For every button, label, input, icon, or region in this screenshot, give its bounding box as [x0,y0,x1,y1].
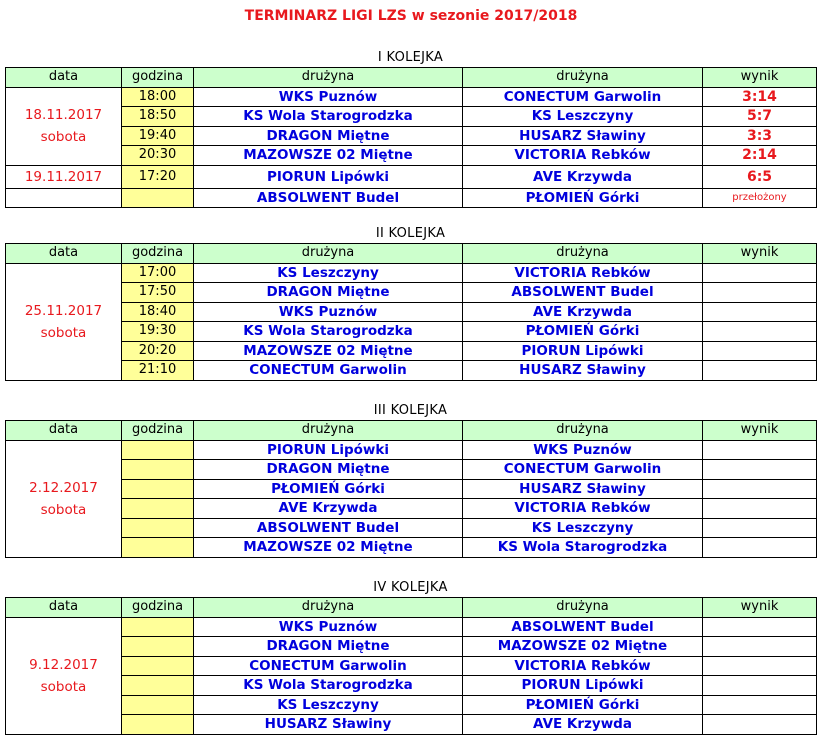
match-row [6,263,817,283]
match-time: 21:10 [122,361,194,381]
match-result: 3:14 [703,87,817,107]
match-row [6,676,817,696]
home-team: ABSOLWENT Budel [194,188,463,208]
away-team: PŁOMIEŃ Górki [463,188,703,208]
team2-header: drużyna [463,421,703,441]
header-row [6,244,817,264]
away-team: PŁOMIEŃ Górki [463,695,703,715]
match-result [703,322,817,342]
home-team: KS Wola Starogrodzka [194,676,463,696]
match-result [703,695,817,715]
match-row [6,283,817,303]
away-team: VICTORIA Rebków [463,263,703,283]
match-result [703,361,817,381]
away-team: ABSOLWENT Budel [463,617,703,637]
match-row [6,460,817,480]
away-team: CONECTUM Garwolin [463,460,703,480]
match-time [122,617,194,637]
home-team: PŁOMIEŃ Górki [194,479,463,499]
match-date [6,87,122,165]
team1-header: drużyna [194,598,463,618]
round-section [5,401,816,558]
team2-header: drużyna [463,244,703,264]
result-header: wynik [703,68,817,88]
match-time [122,637,194,657]
match-date [6,617,122,734]
fixtures-table [5,67,817,208]
date-text: 9.12.2017 [29,656,98,673]
match-result [703,440,817,460]
match-result [703,676,817,696]
match-row [6,637,817,657]
round-section [5,48,816,208]
match-row [6,146,817,166]
team1-header: drużyna [194,244,463,264]
away-team: KS Leszczyny [463,107,703,127]
match-time: 20:30 [122,146,194,166]
match-time [122,676,194,696]
match-row [6,617,817,637]
home-team: WKS Puznów [194,617,463,637]
away-team: HUSARZ Sławiny [463,361,703,381]
match-time [122,440,194,460]
date-text: 18.11.2017 [24,107,103,123]
match-row [6,188,817,208]
home-team: DRAGON Miętne [194,126,463,146]
match-row [6,107,817,127]
home-team: MAZOWSZE 02 Miętne [194,341,463,361]
match-result [703,518,817,538]
date-header: data [6,421,122,441]
match-row [6,361,817,381]
match-result [703,341,817,361]
time-header: godzina [122,68,194,88]
away-team: PIORUN Lipówki [463,341,703,361]
match-row [6,87,817,107]
time-header: godzina [122,598,194,618]
match-row [6,479,817,499]
home-team: WKS Puznów [194,87,463,107]
match-time [122,499,194,519]
date-header: data [6,68,122,88]
team2-header: drużyna [463,68,703,88]
match-result: 6:5 [703,165,817,188]
match-result [703,715,817,735]
result-header: wynik [703,421,817,441]
match-result [703,617,817,637]
team1-header: drużyna [194,68,463,88]
away-team: MAZOWSZE 02 Miętne [463,637,703,657]
round-title: IV KOLEJKA [373,580,448,595]
header-row [6,421,817,441]
round-section [5,578,816,735]
home-team: WKS Puznów [194,302,463,322]
away-team: VICTORIA Rebków [463,656,703,676]
match-row [6,695,817,715]
match-result: 2:14 [703,146,817,166]
match-result [703,263,817,283]
result-header: wynik [703,598,817,618]
fixtures-table [5,420,817,558]
match-time [122,188,194,208]
match-date [6,440,122,557]
match-time [122,479,194,499]
match-result: 5:7 [703,107,817,127]
match-result: przełożony [703,188,817,208]
home-team: PIORUN Lipówki [194,165,463,188]
match-result [703,637,817,657]
match-row [6,518,817,538]
away-team: CONECTUM Garwolin [463,87,703,107]
match-result [703,302,817,322]
match-result: 3:3 [703,126,817,146]
match-time: 19:30 [122,322,194,342]
away-team: HUSARZ Sławiny [463,126,703,146]
home-team: DRAGON Miętne [194,460,463,480]
away-team: AVE Krzywda [463,302,703,322]
home-team: KS Wola Starogrodzka [194,322,463,342]
home-team: MAZOWSZE 02 Miętne [194,538,463,558]
match-time: 17:50 [122,283,194,303]
match-row [6,538,817,558]
match-result [703,479,817,499]
match-date [6,263,122,380]
match-time [122,518,194,538]
away-team: AVE Krzywda [463,165,703,188]
match-time: 18:00 [122,87,194,107]
match-time [122,538,194,558]
home-team: KS Leszczyny [194,263,463,283]
away-team: VICTORIA Rebków [463,146,703,166]
home-team: CONECTUM Garwolin [194,361,463,381]
header-row [6,598,817,618]
match-date [6,188,122,208]
day-text: sobota [40,324,87,341]
home-team: HUSARZ Sławiny [194,715,463,735]
round-title: II KOLEJKA [375,226,446,241]
match-time: 18:50 [122,107,194,127]
match-time [122,656,194,676]
match-time [122,695,194,715]
away-team: PIORUN Lipówki [463,676,703,696]
header-row [6,68,817,88]
home-team: DRAGON Miętne [194,283,463,303]
time-header: godzina [122,421,194,441]
match-row [6,322,817,342]
match-result [703,283,817,303]
round-title: III KOLEJKA [373,403,448,418]
team1-header: drużyna [194,421,463,441]
match-time: 17:00 [122,263,194,283]
date-text: 2.12.2017 [29,479,98,496]
match-result [703,499,817,519]
match-time: 18:40 [122,302,194,322]
day-text: sobota [40,678,87,695]
match-row [6,499,817,519]
date-header: data [6,244,122,264]
match-result [703,460,817,480]
match-time [122,460,194,480]
match-row [6,165,817,188]
away-team: KS Leszczyny [463,518,703,538]
away-team: WKS Puznów [463,440,703,460]
fixtures-table [5,597,817,735]
round-title: I KOLEJKA [377,50,444,65]
match-row [6,341,817,361]
match-time: 20:20 [122,341,194,361]
day-text: sobota [40,129,87,145]
match-row [6,302,817,322]
date-text: 25.11.2017 [24,302,103,319]
match-row [6,126,817,146]
result-header: wynik [703,244,817,264]
match-row [6,440,817,460]
home-team: ABSOLWENT Budel [194,518,463,538]
match-date [6,165,122,188]
away-team: AVE Krzywda [463,715,703,735]
date-text: 19.11.2017 [24,168,103,185]
match-row [6,715,817,735]
away-team: VICTORIA Rebków [463,499,703,519]
time-header: godzina [122,244,194,264]
page-title: TERMINARZ LIGI LZS w sezonie 2017/2018 [244,8,578,24]
away-team: ABSOLWENT Budel [463,283,703,303]
home-team: MAZOWSZE 02 Miętne [194,146,463,166]
away-team: HUSARZ Sławiny [463,479,703,499]
home-team: KS Leszczyny [194,695,463,715]
match-time [122,715,194,735]
away-team: PŁOMIEŃ Górki [463,322,703,342]
match-result [703,538,817,558]
date-header: data [6,598,122,618]
round-section [5,224,816,381]
match-time: 19:40 [122,126,194,146]
home-team: CONECTUM Garwolin [194,656,463,676]
match-row [6,656,817,676]
home-team: KS Wola Starogrodzka [194,107,463,127]
match-result [703,656,817,676]
match-time: 17:20 [122,165,194,188]
away-team: KS Wola Starogrodzka [463,538,703,558]
home-team: AVE Krzywda [194,499,463,519]
home-team: PIORUN Lipówki [194,440,463,460]
day-text: sobota [40,501,87,518]
fixtures-table [5,243,817,381]
team2-header: drużyna [463,598,703,618]
home-team: DRAGON Miętne [194,637,463,657]
